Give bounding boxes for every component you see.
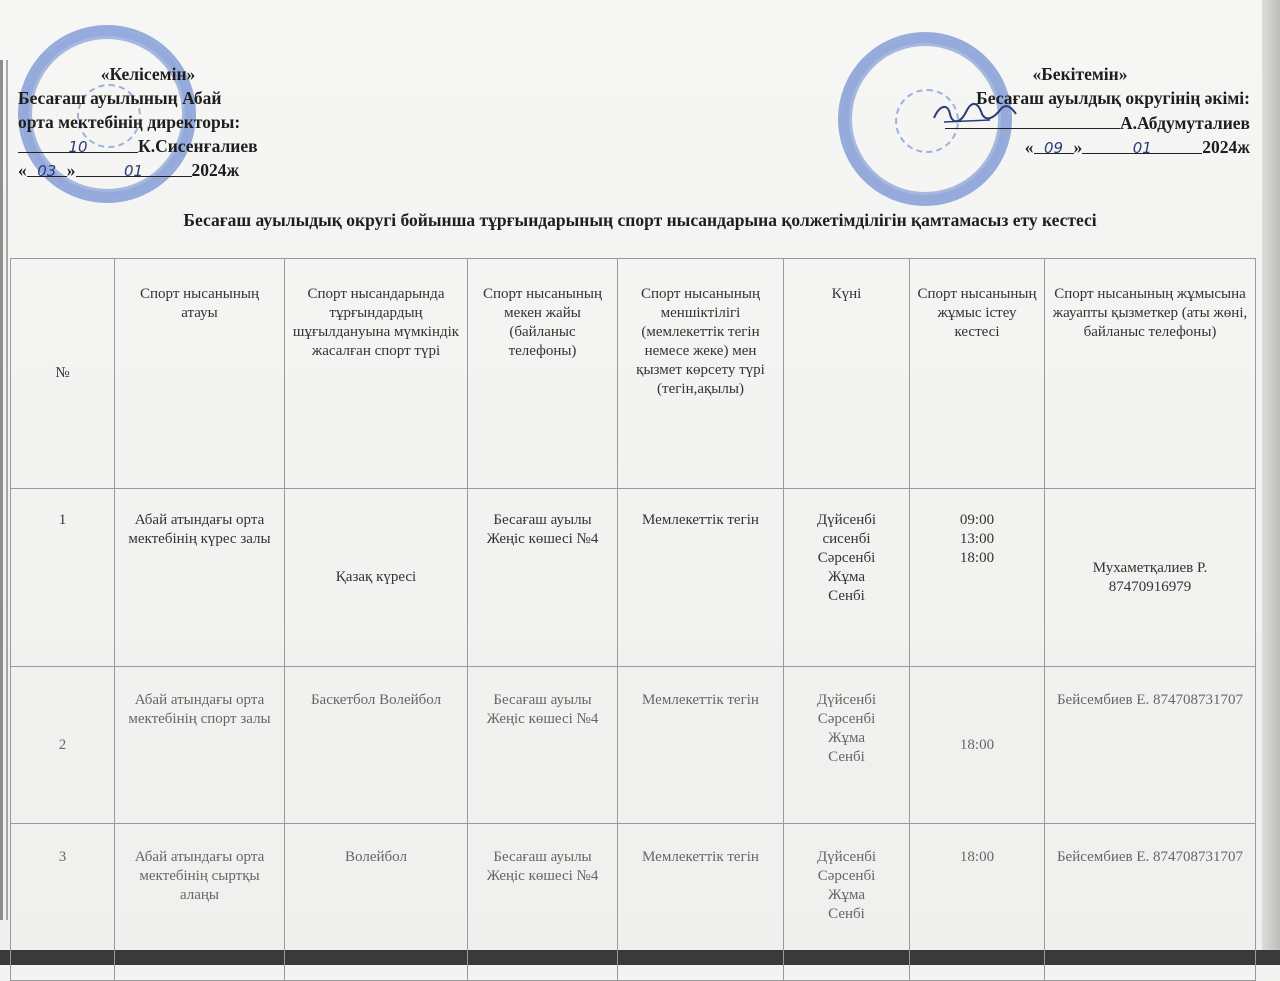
header-address: Спорт нысанының мекен жайы (байланыс телефоны) <box>468 259 618 489</box>
left-signature-mark: 10 <box>68 138 88 156</box>
row-ownership: Мемлекеттік тегін <box>618 489 784 667</box>
row-number: 1 <box>11 489 115 667</box>
row-number: 3 <box>11 824 115 981</box>
row-sport-type: Волейбол <box>285 824 468 981</box>
row-days <box>784 667 910 824</box>
left-signer-line <box>18 134 348 158</box>
row-schedule <box>910 489 1045 667</box>
row-facility-name: Абай атындағы орта мектебінің спорт залы <box>115 667 285 824</box>
left-date-month: 01 <box>123 162 144 180</box>
left-date-day: 03 <box>37 162 57 180</box>
right-signer-name: А.Абдумуталиев <box>1120 113 1250 133</box>
right-approval-block <box>870 62 1250 159</box>
day-item: Сенбі <box>828 588 865 604</box>
day-item: Жұма <box>828 887 865 903</box>
left-signer-name: К.Сисенғалиев <box>138 136 258 156</box>
table-row <box>11 667 1256 824</box>
right-signer-line <box>870 110 1250 135</box>
right-date-year: 2024ж <box>1202 137 1250 157</box>
day-item: Дүйсенбі <box>816 512 877 528</box>
day-item: Дүйсенбі <box>816 849 877 865</box>
time-item: 09:00 <box>959 512 995 528</box>
left-approval-title: «Келісемін» <box>100 64 196 84</box>
day-item: Сенбі <box>828 906 865 922</box>
left-approval-line2: орта мектебінің директоры: <box>18 112 241 132</box>
row-facility-name: Абай атындағы орта мектебінің сыртқы алаңы <box>115 824 285 981</box>
row-address: Бесағаш ауылы Жеңіс көшесі №4 <box>468 824 618 981</box>
day-item: Сәрсенбі <box>817 868 876 884</box>
row-address: Бесағаш ауылы Жеңіс көшесі №4 <box>468 489 618 667</box>
row-address: Бесағаш ауылы Жеңіс көшесі №4 <box>468 667 618 824</box>
left-date-line: « 03 » 01 2024ж <box>18 160 240 180</box>
day-item: Сәрсенбі <box>817 550 876 566</box>
sports-facilities-table <box>10 258 1256 981</box>
day-item: Сенбі <box>828 749 865 765</box>
day-item: Дүйсенбі <box>816 692 877 708</box>
row-days <box>784 824 910 981</box>
left-date-year: 2024ж <box>191 160 240 180</box>
header-responsible: Спорт нысанының жұмысына жауапты қызметкер (аты жөні, байланыс телефоны) <box>1045 259 1256 489</box>
header-schedule: Спорт нысанының жұмыс істеу кестесі <box>910 259 1045 489</box>
left-approval-block <box>18 62 348 182</box>
right-signature-line <box>945 110 1120 129</box>
right-approval-title: «Бекітемін» <box>1032 64 1128 84</box>
document-title: Бесағаш ауылыдық округі бойынша тұрғындарының спорт нысандарына қолжетімділігін қамтамасыз ету кестесі <box>183 210 1097 230</box>
right-approval-line1: Бесағаш ауылдық округінің әкімі: <box>976 88 1250 108</box>
table-header-row <box>11 259 1256 489</box>
day-item: сисенбі <box>822 531 871 547</box>
row-schedule: 18:00 <box>910 667 1045 824</box>
row-schedule: 18:00 <box>910 824 1045 981</box>
header-number: № <box>11 259 115 489</box>
row-sport-type: Баскетбол Волейбол <box>285 667 468 824</box>
table-row <box>11 824 1256 981</box>
right-date-month: 01 <box>1132 139 1152 157</box>
header-facility-name: Спорт нысанының атауы <box>115 259 285 489</box>
left-signature-line <box>18 134 138 156</box>
row-responsible: Мухаметқалиев Р. 87470916979 <box>1045 489 1256 667</box>
row-ownership: Мемлекеттік тегін <box>618 824 784 981</box>
row-responsible: Бейсембиев Е. 874708731707 <box>1045 824 1256 981</box>
time-item: 13:00 <box>959 531 995 547</box>
row-number: 2 <box>11 667 115 824</box>
row-days <box>784 489 910 667</box>
table-row <box>11 489 1256 667</box>
time-item: 18:00 <box>959 550 995 566</box>
header-sport-type: Спорт нысандарында тұрғындардың шұғылдануына мүмкіндік жасалған спорт түрі <box>285 259 468 489</box>
day-item: Сәрсенбі <box>817 711 876 727</box>
row-sport-type: Қазақ күресі <box>285 489 468 667</box>
row-responsible: Бейсембиев Е. 874708731707 <box>1045 667 1256 824</box>
day-item: Жұма <box>828 569 865 585</box>
right-date-day: 09 <box>1044 139 1064 157</box>
header-ownership: Спорт нысанының меншіктілігі (мемлекеттік тегін немесе жеке) мен қызмет көрсету түрі (тегін,ақылы) <box>618 259 784 489</box>
left-approval-line1: Бесағаш ауылының Абай <box>18 88 222 108</box>
row-ownership: Мемлекеттік тегін <box>618 667 784 824</box>
header-day: Күні <box>784 259 910 489</box>
day-item: Жұма <box>828 730 865 746</box>
scan-right-edge <box>1262 0 1280 965</box>
row-facility-name: Абай атындағы орта мектебінің күрес залы <box>115 489 285 667</box>
right-date-line: « 09 » 01 2024ж <box>1024 137 1250 157</box>
